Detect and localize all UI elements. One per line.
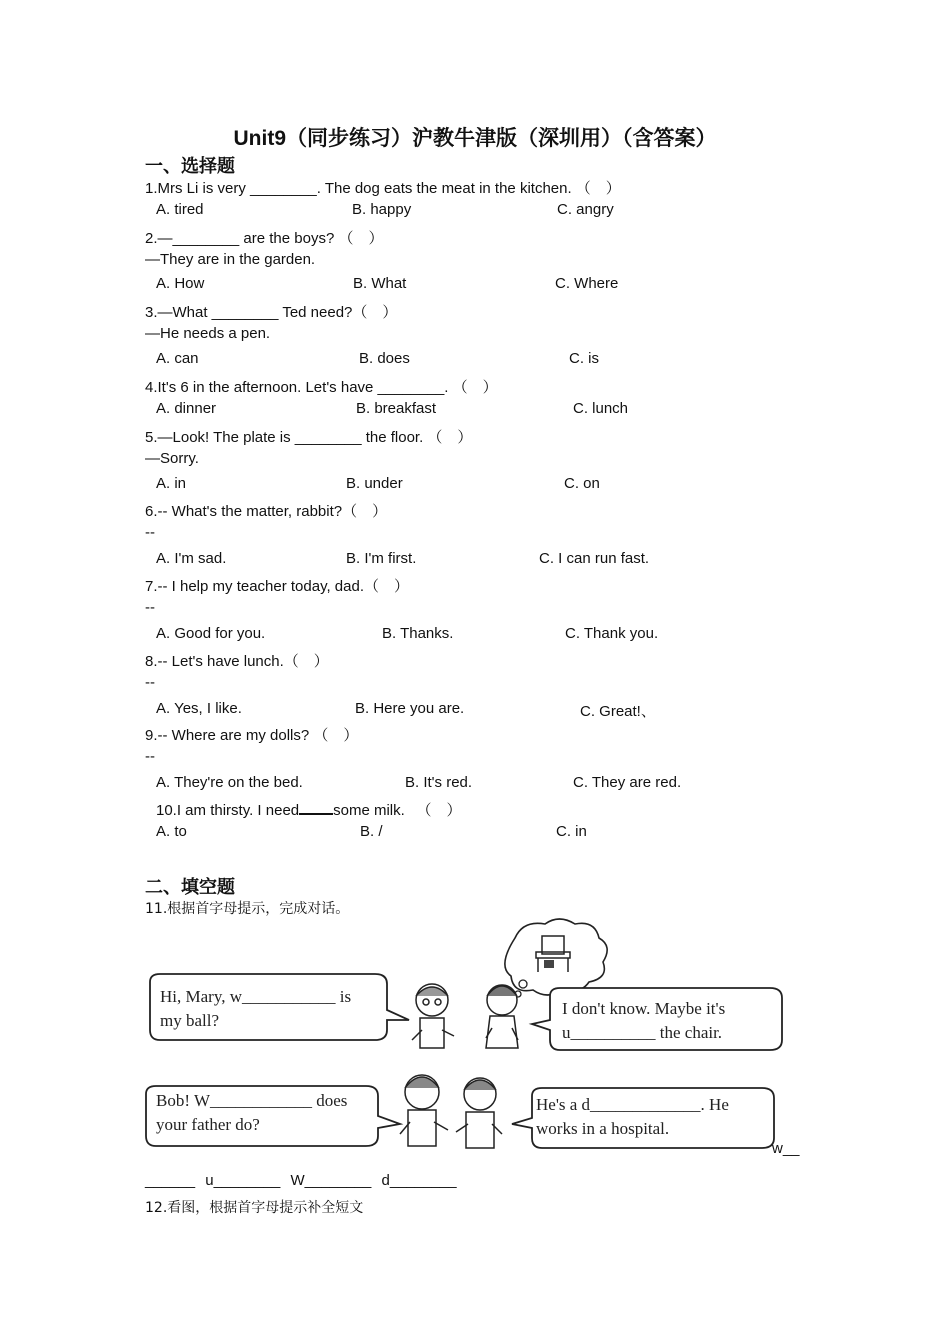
question-6-option-b: B. I'm first. — [346, 550, 417, 567]
question-10-stem — [156, 799, 461, 820]
question-5-stem: 5.—Look! The plate is ________ the floor. （ ） — [145, 429, 473, 446]
speech-bubble-1 — [150, 974, 409, 1040]
question-7-option-c: C. Thank you. — [565, 625, 659, 642]
question-3-option-a: A. can — [156, 350, 199, 367]
question-8-option-b: B. Here you are. — [355, 700, 465, 717]
question-10-option-b: B. / — [360, 823, 383, 840]
question-7-reply: -- — [145, 599, 155, 616]
question-1-option-c: C. angry — [557, 201, 614, 218]
speech-bubble-4 — [512, 1088, 774, 1148]
question-12-stem: 12.看图，根据首字母提示补全短文 — [145, 1200, 364, 1216]
question-9-reply: -- — [145, 748, 155, 765]
question-7-option-a: A. Good for you. — [156, 625, 266, 642]
question-9-option-a: A. They're on the bed. — [156, 774, 303, 791]
question-7-option-b: B. Thanks. — [382, 625, 454, 642]
question-1-stem: 1.Mrs Li is very ________. The dog eats the meat in the kitchen. （ ） — [145, 180, 621, 197]
question-2-reply: —They are in the garden. — [145, 251, 316, 268]
question-5-option-c: C. on — [564, 475, 600, 492]
bubble-3-line-2: your father do? — [156, 1115, 260, 1134]
bubble-2-line-2: u__________ the chair. — [562, 1023, 723, 1042]
question-4-option-b: B. breakfast — [356, 400, 437, 417]
question-2-option-b: B. What — [353, 275, 407, 292]
speech-bubble-3 — [146, 1086, 400, 1146]
question-5-reply: —Sorry. — [145, 450, 199, 467]
question-5-option-b: B. under — [346, 475, 403, 492]
question-4-option-c: C. lunch — [573, 400, 629, 417]
bubble-1-line-2: my ball? — [160, 1011, 220, 1030]
question-11-stem: 11.根据首字母提示，完成对话。 — [145, 901, 350, 917]
question-8-reply: -- — [145, 674, 155, 691]
question-11-answer-tail: w__ — [772, 1140, 800, 1157]
question-6-option-a: A. I'm sad. — [156, 550, 227, 567]
question-9-option-c: C. They are red. — [573, 774, 682, 791]
question-8-stem: 8.-- Let's have lunch.（ ） — [145, 653, 329, 670]
question-10-blank — [299, 801, 333, 815]
question-10-stem-post: some milk. （ ） — [333, 802, 462, 819]
question-3-stem: 3.—What ________ Ted need?（ ） — [145, 304, 398, 321]
children-boy-girl-illustration — [412, 984, 518, 1048]
question-3-option-b: B. does — [359, 350, 410, 367]
question-2-option-c: C. Where — [555, 275, 619, 292]
section-heading-choice: 一、选择题 — [145, 156, 235, 176]
thought-bubble-chair-icon — [505, 919, 607, 997]
question-9-stem: 9.-- Where are my dolls? （ ） — [145, 727, 359, 744]
dialogue-comic-illustration — [140, 918, 805, 1158]
bubble-2-line-1: I don't know. Maybe it's — [562, 999, 726, 1018]
question-11-answer-line: ______ u________ W________ d________ — [145, 1172, 457, 1189]
bubble-1-line-1: Hi, Mary, w___________ is — [160, 987, 352, 1006]
question-4-stem: 4.It's 6 in the afternoon. Let's have ________. （ ） — [145, 379, 498, 396]
question-10-option-a: A. to — [156, 823, 187, 840]
bubble-3-line-1: Bob! W____________ does — [156, 1091, 348, 1110]
question-1-option-a: A. tired — [156, 201, 204, 218]
question-3-option-c: C. is — [569, 350, 599, 367]
question-6-stem: 6.-- What's the matter, rabbit?（ ） — [145, 503, 388, 520]
question-8-option-c: C. Great!、 — [580, 703, 656, 720]
question-5-option-a: A. in — [156, 475, 187, 492]
question-2-option-a: A. How — [156, 275, 205, 292]
bubble-4-line-1: He's a d_____________. He — [536, 1095, 729, 1114]
question-1-option-b: B. happy — [352, 201, 412, 218]
question-7-stem: 7.-- I help my teacher today, dad.（ ） — [145, 578, 410, 595]
question-10-stem-pre: 10.I am thirsty. I need — [156, 802, 300, 819]
speech-bubble-2 — [532, 988, 782, 1050]
page-title: Unit9（同步练习）沪教牛津版（深圳用）（含答案） — [233, 127, 717, 150]
question-10-option-c: C. in — [556, 823, 587, 840]
question-3-reply: —He needs a pen. — [145, 325, 271, 342]
question-6-option-c: C. I can run fast. — [539, 550, 650, 567]
children-boys-illustration — [400, 1075, 502, 1148]
question-4-option-a: A. dinner — [156, 400, 217, 417]
bubble-4-line-2: works in a hospital. — [536, 1119, 670, 1138]
question-2-stem: 2.—________ are the boys? （ ） — [145, 230, 384, 247]
section-heading-fill: 二、填空题 — [145, 877, 235, 897]
question-9-option-b: B. It's red. — [405, 774, 473, 791]
question-6-reply: -- — [145, 524, 155, 541]
question-8-option-a: A. Yes, I like. — [156, 700, 242, 717]
